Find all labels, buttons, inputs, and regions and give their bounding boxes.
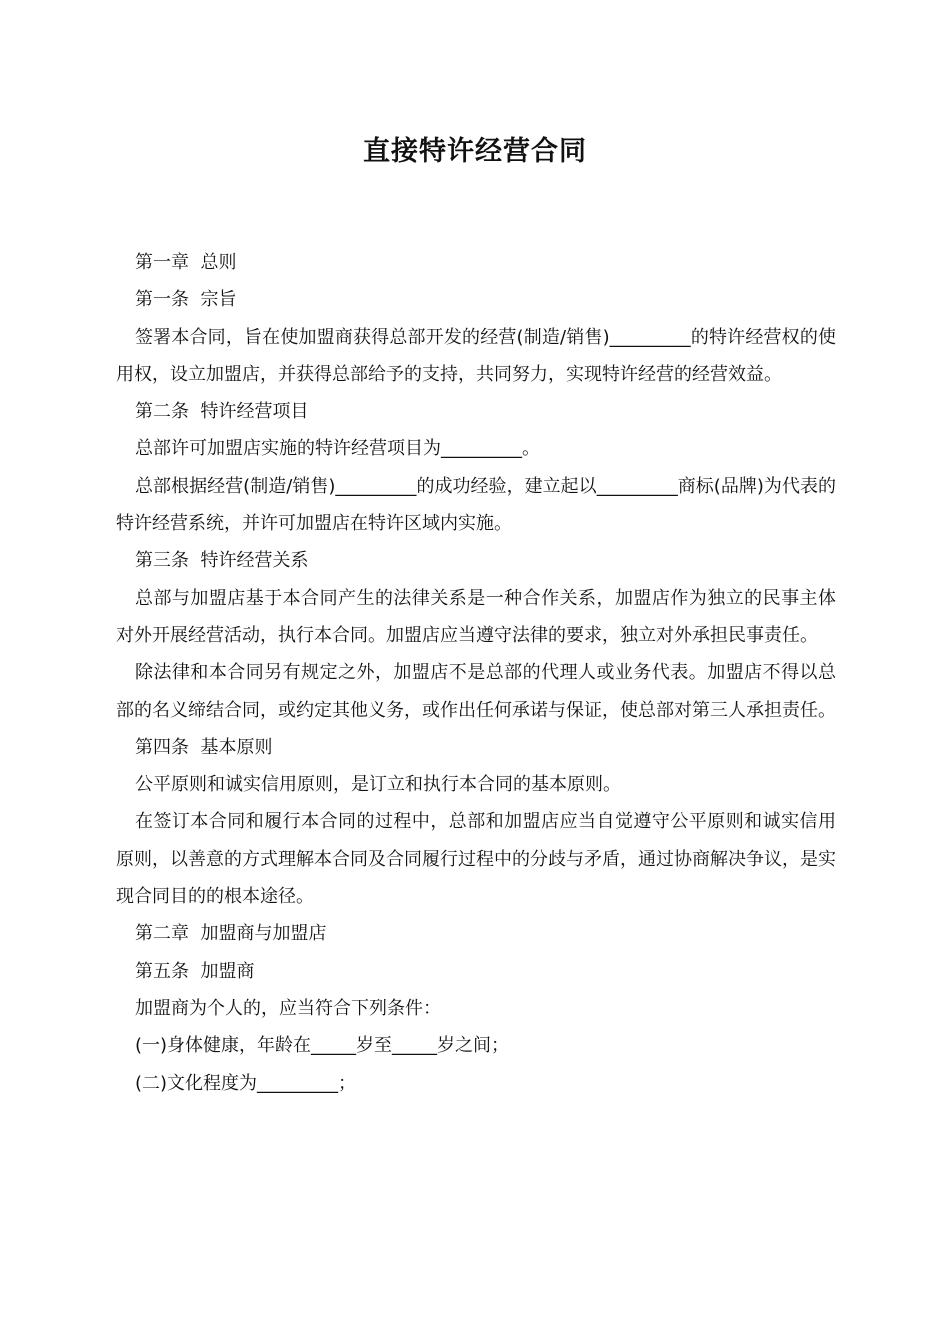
article-heading: 第二条 特许经营项目 bbox=[135, 401, 309, 423]
body-paragraph: 除法律和本合同另有规定之外，加盟店不是总部的代理人或业务代表。加盟店不得以总部的名义缔结合同，或约定其他义务，或作出任何承诺与保证，使总部对第三人承担责任。 bbox=[116, 662, 836, 721]
body-paragraph: 加盟商为个人的，应当符合下列条件： bbox=[135, 997, 441, 1019]
body-paragraph: 总部许可加盟店实施的特许经营项目为_________。 bbox=[135, 438, 540, 460]
body-paragraph: 总部与加盟店基于本合同产生的法律关系是一种合作关系，加盟店作为独立的民事主体对外开展经营活动，执行本合同。加盟店应当遵守法律的要求，独立对外承担民事责任。 bbox=[116, 587, 836, 646]
article-heading: 第一条 宗旨 bbox=[135, 289, 237, 311]
body-paragraph: 签署本合同，旨在使加盟商获得总部开发的经营(制造/销售)_________的特许经营权的使用权，设立加盟店，并获得总部给予的支持，共同努力，实现特许经营的经营效益。 bbox=[116, 326, 836, 385]
article-heading: 第三条 特许经营关系 bbox=[135, 550, 309, 572]
body-paragraph: 在签订本合同和履行本合同的过程中，总部和加盟店应当自觉遵守公平原则和诚实信用原则，以善意的方式理解本合同及合同履行过程中的分歧与矛盾，通过协商解决争议，是实现合同目的的根本途径。 bbox=[116, 811, 836, 908]
list-item: (二)文化程度为_________； bbox=[135, 1072, 357, 1094]
document-title: 直接特许经营合同 bbox=[363, 136, 587, 167]
body-paragraph: 总部根据经营(制造/销售)_________的成功经验，建立起以_________商标(品牌)为代表的特许经营系统，并许可加盟店在特许区域内实施。 bbox=[116, 475, 836, 535]
chapter-heading: 第一章 总则 bbox=[135, 252, 237, 273]
article-heading: 第四条 基本原则 bbox=[135, 736, 273, 758]
document-body bbox=[116, 244, 836, 1102]
list-item: (一)身体健康，年龄在_____岁至_____岁之间； bbox=[135, 1035, 510, 1057]
article-heading: 第五条 加盟商 bbox=[135, 960, 255, 982]
chapter-heading: 第二章 加盟商与加盟店 bbox=[135, 923, 327, 945]
body-paragraph: 公平原则和诚实信用原则，是订立和执行本合同的基本原则。 bbox=[135, 774, 621, 796]
